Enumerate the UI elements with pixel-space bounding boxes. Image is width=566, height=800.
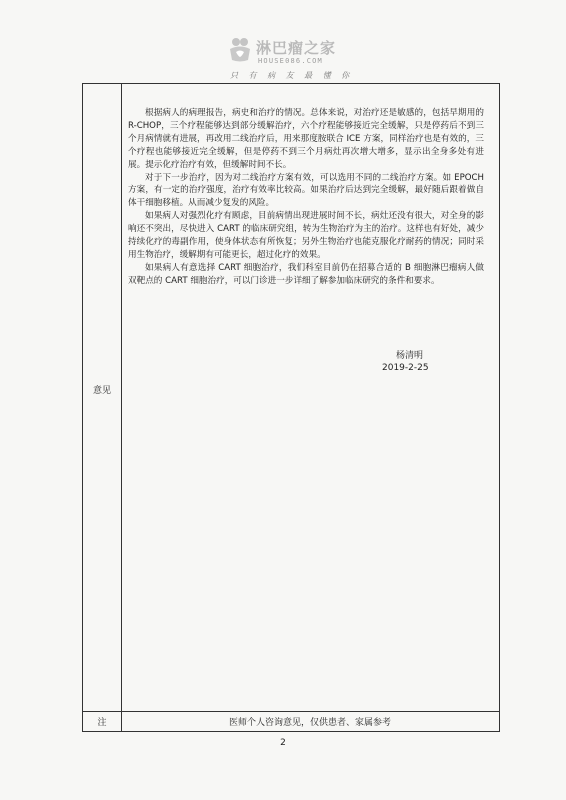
signature-name: 杨清明 <box>396 351 424 361</box>
brand-name: 淋巴瘤之家 <box>256 39 337 57</box>
page-number: 2 <box>280 738 286 748</box>
opinion-body <box>128 107 484 288</box>
page-header <box>0 36 566 82</box>
note-text: 医师个人咨询意见，仅供患者、家属参考 <box>228 718 391 728</box>
opinion-paragraph: 如果病人有意选择 CART 细胞治疗，我们科室目前仍在招募合适的 B 细胞淋巴瘤病人做双靶点的 CART 细胞治疗，可以门诊进一步详细了解参加临床研究的条件和要求。 <box>128 262 484 286</box>
note-label: 注 <box>97 718 107 728</box>
logo-icon <box>228 36 252 62</box>
opinion-paragraph: 对于下一步治疗，因为对二线治疗方案有效，可以选用不同的二线治疗方案。如 EPOCH 方案，有一定的治疗强度，治疗有效率比较高。如果治疗后达到完全缓解，最好随后跟着做自体干细胞移植。从而减少复发的风险。 <box>128 172 484 209</box>
label-column <box>83 84 122 731</box>
opinion-paragraph: 根据病人的病理报告，病史和治疗的情况。总体来说，对治疗还是敏感的，包括早期用的 R-CHOP，三个疗程能够达到部分缓解治疗，六个疗程能够接近完全缓解，只是停药后不到三个月病情就有进展，再改用二线治疗后，用来那度胺联合 ICE 方案，同样治疗也是有效的，三个疗程也能够接近完全缓解，但是停药不到三个月病灶再次增大增多，显示出全身多处有进展。提示化疗治疗有效，但缓解时间不长。 <box>128 108 484 170</box>
opinion-paragraph: 如果病人对强烈化疗有顾虑，目前病情出现进展时间不长，病灶还没有很大，对全身的影响还不突出，尽快进入 CART 的临床研究组，转为生物治疗为主的治疗。这样也有好处，减少持续化疗的毒副作用，使身体状态有所恢复；另外生物治疗也能克服化疗耐药的情况；同时采用生物治疗，缓解期有可能更长，超过化疗的效果。 <box>128 211 484 260</box>
opinion-label: 意见 <box>93 386 112 396</box>
signature-date: 2019-2-25 <box>382 363 429 373</box>
brand-slogan: 只 有 病 友 最 懂 你 <box>230 71 354 80</box>
note-row <box>83 711 499 731</box>
brand-url: HOUSE086.COM <box>258 57 323 65</box>
